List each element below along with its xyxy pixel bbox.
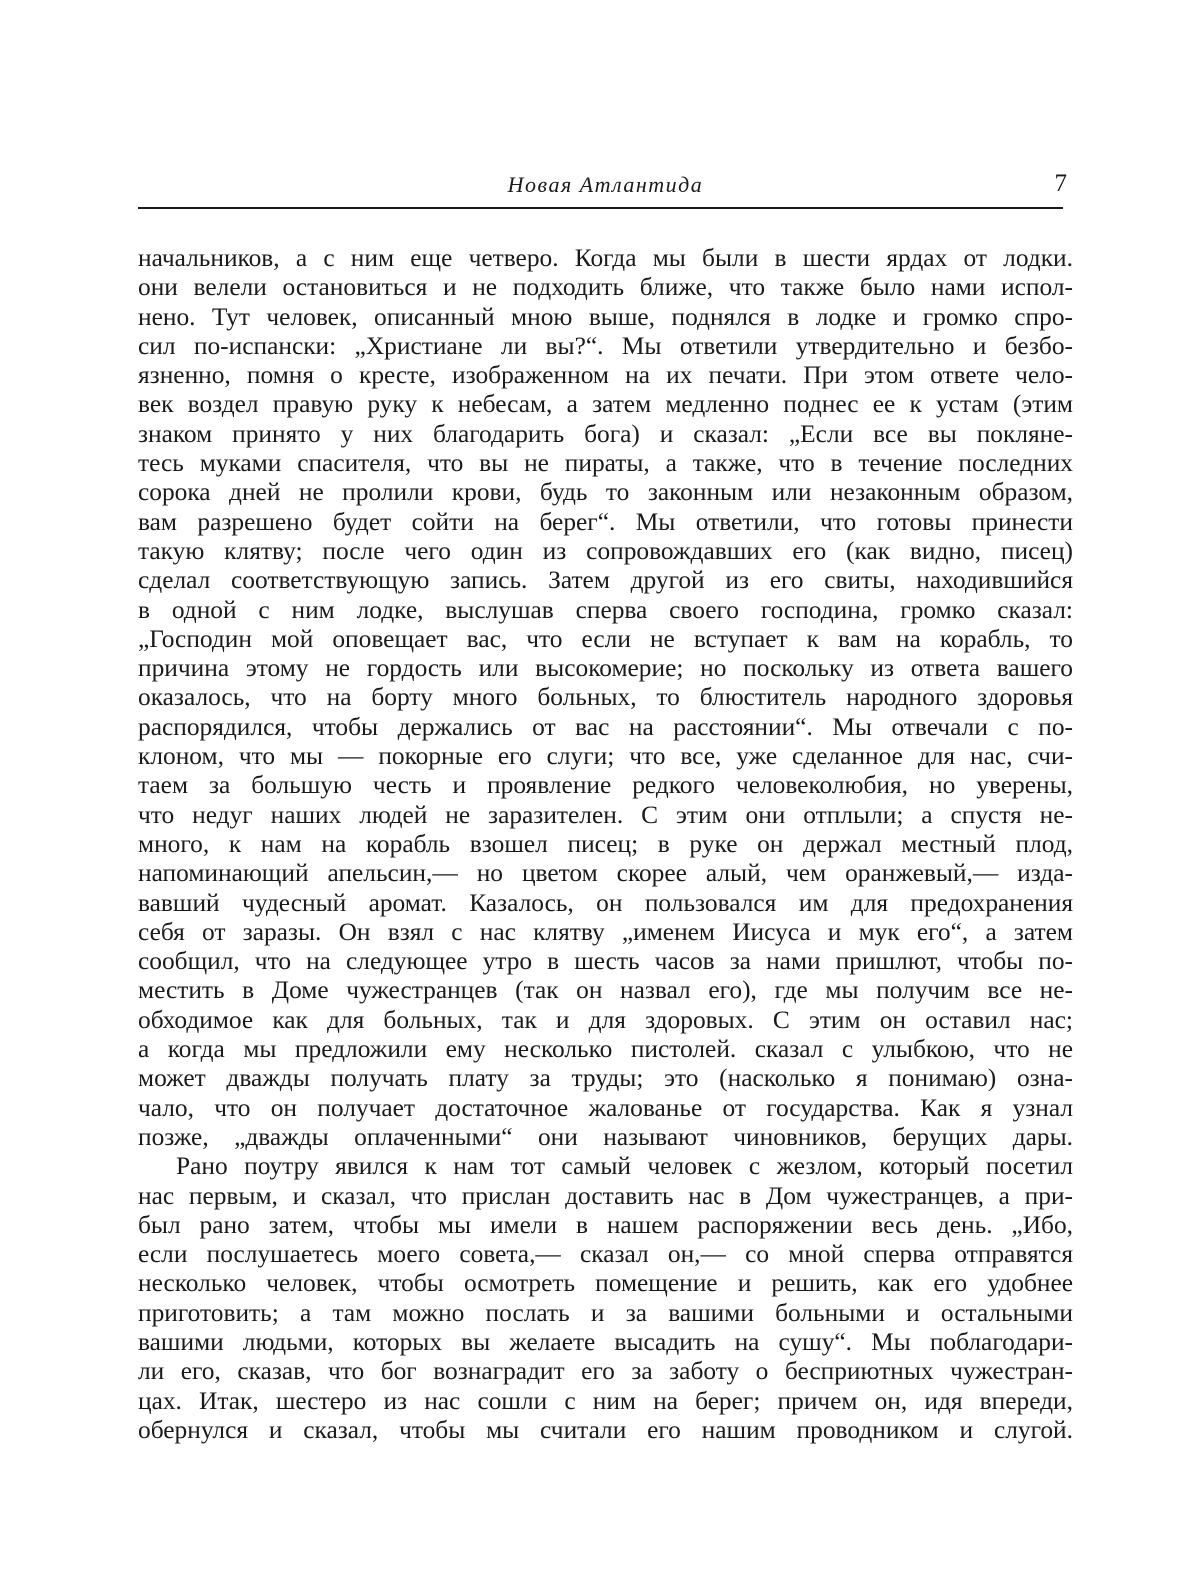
text-line: обернулся и сказал, чтобы мы считали его нашим проводником и слугой. — [138, 1415, 1073, 1444]
text-line: обходимое как для больных, так и для здоровых. С этим он оставил нас; — [138, 1005, 1073, 1034]
text-line: сделал соответствующую запись. Затем другой из его свиты, находившийся — [138, 566, 1073, 595]
text-line: сообщил, что на следующее утро в шесть часов за нами пришлют, чтобы по- — [138, 947, 1073, 976]
text-line: знаком принято у них благодарить бога) и сказал: „Если все вы покляне- — [138, 419, 1073, 448]
text-line: такую клятву; после чего один из сопровождавших его (как видно, писец) — [138, 536, 1073, 565]
text-line: клоном, что мы — покорные его слуги; что все, уже сделанное для нас, счи- — [138, 742, 1073, 771]
text-line: себя от заразы. Он взял с нас клятву „именем Иисуса и мук его“, а затем — [138, 917, 1073, 946]
text-line: причина этому не гордость или высокомерие; но поскольку из ответа вашего — [138, 654, 1073, 683]
text-line: несколько человек, чтобы осмотреть помещение и решить, как его удобнее — [138, 1269, 1073, 1298]
text-line: тесь муками спасителя, что вы не пираты, а также, что в течение последних — [138, 449, 1073, 478]
text-line: они велели остановиться и не подходить ближе, что также было нами испол- — [138, 273, 1073, 302]
text-line: напоминающий апельсин,— но цветом скорее алый, чем оранжевый,— изда- — [138, 859, 1073, 888]
body-text — [138, 244, 1073, 1445]
text-line: век воздел правую руку к небесам, а затем медленно поднес ее к устам (этим — [138, 390, 1073, 419]
text-line: а когда мы предложили ему несколько пистолей. сказал с улыбкою, что не — [138, 1035, 1073, 1064]
running-header — [138, 172, 1073, 202]
text-line: нас первым, и сказал, что прислан доставить нас в Дом чужестранцев, а при- — [138, 1181, 1073, 1210]
text-line: много, к нам на корабль взошел писец; в руке он держал местный плод, — [138, 829, 1073, 858]
text-line: вавший чудесный аромат. Казалось, он пользовался им для предохранения — [138, 888, 1073, 917]
text-line: „Господин мой оповещает вас, что если не вступает к вам на корабль, то — [138, 624, 1073, 653]
text-line: вашими людьми, которых вы желаете высадить на сушу“. Мы поблагодари- — [138, 1327, 1073, 1356]
text-line: может дважды получать плату за труды; это (насколько я понимаю) озна- — [138, 1064, 1073, 1093]
text-line: что недуг наших людей не заразителен. С этим они отплыли; а спустя не- — [138, 800, 1073, 829]
text-line: позже, „дважды оплаченными“ они называют чиновников, берущих дары. — [138, 1122, 1073, 1151]
text-line: в одной с ним лодке, выслушав сперва своего господина, громко сказал: — [138, 595, 1073, 624]
running-title: Новая Атлантида — [507, 172, 704, 197]
text-line: цах. Итак, шестеро из нас сошли с ним на берег; причем он, идя впереди, — [138, 1386, 1073, 1415]
text-line: сил по-испански: „Христиане ли вы?“. Мы ответили утвердительно и безбо- — [138, 331, 1073, 360]
paragraph-2 — [138, 1152, 1073, 1445]
paragraph-1 — [138, 244, 1073, 1152]
text-line: если послушаетесь моего совета,— сказал он,— со мной сперва отправятся — [138, 1240, 1073, 1269]
text-line: чало, что он получает достаточное жалованье от государства. Как я узнал — [138, 1093, 1073, 1122]
text-line: приготовить; а там можно послать и за вашими больными и остальными — [138, 1298, 1073, 1327]
text-line: язненно, помня о кресте, изображенном на их печати. При этом ответе чело- — [138, 361, 1073, 390]
text-line: Рано поутру явился к нам тот самый человек с жезлом, который посетил — [176, 1152, 1073, 1181]
text-line: начальников, а с ним еще четверо. Когда мы были в шести ярдах от лодки. — [138, 244, 1073, 272]
text-line: ли его, сказав, что бог вознаградит его за заботу о бесприютных чужестран- — [138, 1357, 1073, 1386]
text-line: распорядился, чтобы держались от вас на расстоянии“. Мы отвечали с по- — [138, 712, 1073, 741]
text-line: оказалось, что на борту много больных, то блюститель народного здоровья — [138, 683, 1073, 712]
page-number: 7 — [1054, 170, 1067, 197]
text-line: нено. Тут человек, описанный мною выше, поднялся в лодке и громко спро- — [138, 302, 1073, 331]
text-line: вам разрешено будет сойти на берег“. Мы ответили, что готовы принести — [138, 507, 1073, 536]
text-line: местить в Доме чужестранцев (так он назвал его), где мы получим все не- — [138, 976, 1073, 1005]
text-line: таем за большую честь и проявление редкого человеколюбия, но уверены, — [138, 771, 1073, 800]
header-rule — [138, 207, 1063, 209]
text-line: был рано затем, чтобы мы имели в нашем распоряжении весь день. „Ибо, — [138, 1210, 1073, 1239]
text-line: сорока дней не пролили крови, будь то законным или незаконным образом, — [138, 478, 1073, 507]
